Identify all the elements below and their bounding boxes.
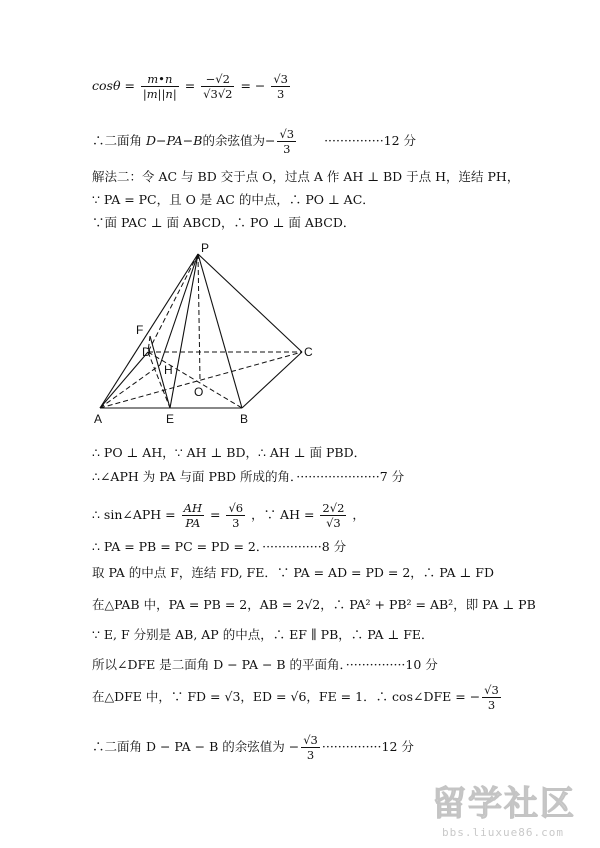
proof10-frac-den: 3	[306, 748, 315, 762]
vector-dot-product: m•n	[141, 72, 179, 87]
seg-DE	[148, 352, 170, 408]
edge-PH	[160, 254, 198, 365]
proof10-score: ···············12 分	[321, 739, 414, 754]
proof-line-4: ∴ PA = PB = PC = PD = 2．···············8 分	[92, 539, 347, 554]
label-O: O	[194, 385, 204, 399]
label-P: P	[201, 241, 210, 255]
proof3-frac1-num: AH	[183, 501, 202, 515]
proof10-prefix: ∴二面角 D − PA − B 的余弦值为 −	[92, 739, 300, 754]
label-C: C	[304, 345, 313, 359]
proof9-frac-num: √3	[484, 683, 499, 697]
proof3-frac1-den: PA	[185, 516, 201, 530]
label-E: E	[166, 412, 175, 426]
proof9-prefix: 在△DFE 中，∵ FD = √3，ED = √6，FE = 1．∴ cos∠DFE = −	[92, 689, 481, 704]
edge-AD	[100, 352, 148, 408]
cos-fraction-values	[201, 72, 234, 101]
proof3-frac3-den: √3	[326, 516, 341, 530]
label-F: F	[136, 323, 144, 337]
cos-frac2-den: 3	[277, 87, 285, 101]
cos-frac1-num: −√2	[201, 72, 234, 87]
proof3-frac2-num: √6	[228, 501, 244, 515]
watermark-logo-text: 留学社区	[432, 784, 576, 824]
proof3-mid: ，∵ AH =	[251, 507, 315, 522]
cos-frac1-den: √3√2	[203, 87, 233, 101]
answer1-prefix: ∴二面角	[92, 133, 143, 148]
proof-line-7: ∵ E, F 分别是 AB, AP 的中点，∴ EF ∥ PB，∴ PA ⊥ FE．	[92, 627, 434, 642]
proof-line-6: 在△PAB 中，PA = PB = 2，AB = 2√2，∴ PA² + PB² = AB²，即 PA ⊥ PB	[92, 597, 536, 612]
pyramid-figure	[90, 240, 330, 430]
cos-fraction-vectors	[141, 72, 179, 101]
edge-PD	[148, 254, 198, 352]
cos-fraction-result	[271, 72, 290, 101]
answer1-frac-num: √3	[279, 127, 295, 141]
method2-line-2: ∵ PA = PC，且 O 是 AC 的中点，∴ PO ⊥ AC．	[92, 192, 375, 207]
proof-line-9	[92, 682, 503, 712]
cos-frac2-num: √3	[273, 72, 289, 86]
answer-line-1	[92, 127, 416, 156]
proof-line-3	[92, 500, 365, 530]
proof3-frac3	[320, 501, 346, 530]
proof9-frac	[482, 683, 501, 712]
label-H: H	[164, 363, 173, 377]
seg-AH	[100, 365, 160, 408]
method2-line-1: 解法二：令 AC 与 BD 交于点 O，过点 A 作 AH ⊥ BD 于点 H，连结 PH，	[92, 169, 520, 184]
cos-eq2: = −	[240, 78, 266, 93]
proof3-end: ，	[352, 507, 365, 522]
label-D: D	[142, 345, 151, 359]
site-watermark	[432, 784, 592, 844]
answer1-score: ···············12 分	[324, 133, 417, 148]
label-A: A	[94, 412, 103, 426]
watermark-url: bbs.liuxue86.com	[442, 826, 564, 839]
method2-line-3: ∵面 PAC ⊥ 面 ABCD，∴ PO ⊥ 面 ABCD．	[92, 215, 356, 230]
proof-line-10	[92, 732, 414, 762]
label-B: B	[240, 412, 249, 426]
proof3-prefix: ∴ sin∠APH =	[92, 507, 176, 522]
answer1-expr: D−PA−B	[146, 133, 203, 148]
answer1-fraction	[277, 127, 296, 156]
edge-PO	[198, 254, 200, 380]
proof3-frac2	[226, 501, 245, 530]
answer1-text: 的余弦值为−	[202, 133, 276, 148]
answer1-frac-den: 3	[283, 142, 291, 156]
edge-PB	[198, 254, 242, 408]
proof-line-5: 取 PA 的中点 F，连结 FD, FE．∵ PA = AD = PD = 2，∴ PA ⊥ FD	[92, 565, 494, 580]
proof10-frac-num: √3	[303, 733, 318, 747]
proof3-frac3-num: 2√2	[322, 501, 345, 515]
proof3-eq: =	[209, 507, 221, 522]
cos-lhs: cosθ =	[92, 78, 135, 93]
proof-line-2: ∴∠APH 为 PA 与面 PBD 所成的角．·····················7 分	[92, 469, 405, 484]
edge-PC	[198, 254, 302, 352]
cos-formula: cosθ = $\frac{m•n}{|m||n|}$ = $\frac{-√2}{√3√2}$ = − $\frac{√3}{3}$	[92, 72, 289, 101]
edge-PA	[100, 254, 198, 408]
proof3-frac1	[182, 501, 204, 530]
proof-line-8: 所以∠DFE 是二面角 D − PA − B 的平面角．···············10 分	[92, 657, 438, 672]
proof9-frac-den: 3	[487, 698, 496, 712]
proof3-frac2-den: 3	[232, 516, 240, 530]
vector-magnitudes: |m||n|	[142, 87, 177, 101]
proof10-frac	[301, 733, 320, 762]
proof-line-1: ∴ PO ⊥ AH，∵ AH ⊥ BD，∴ AH ⊥ 面 PBD．	[92, 445, 367, 460]
